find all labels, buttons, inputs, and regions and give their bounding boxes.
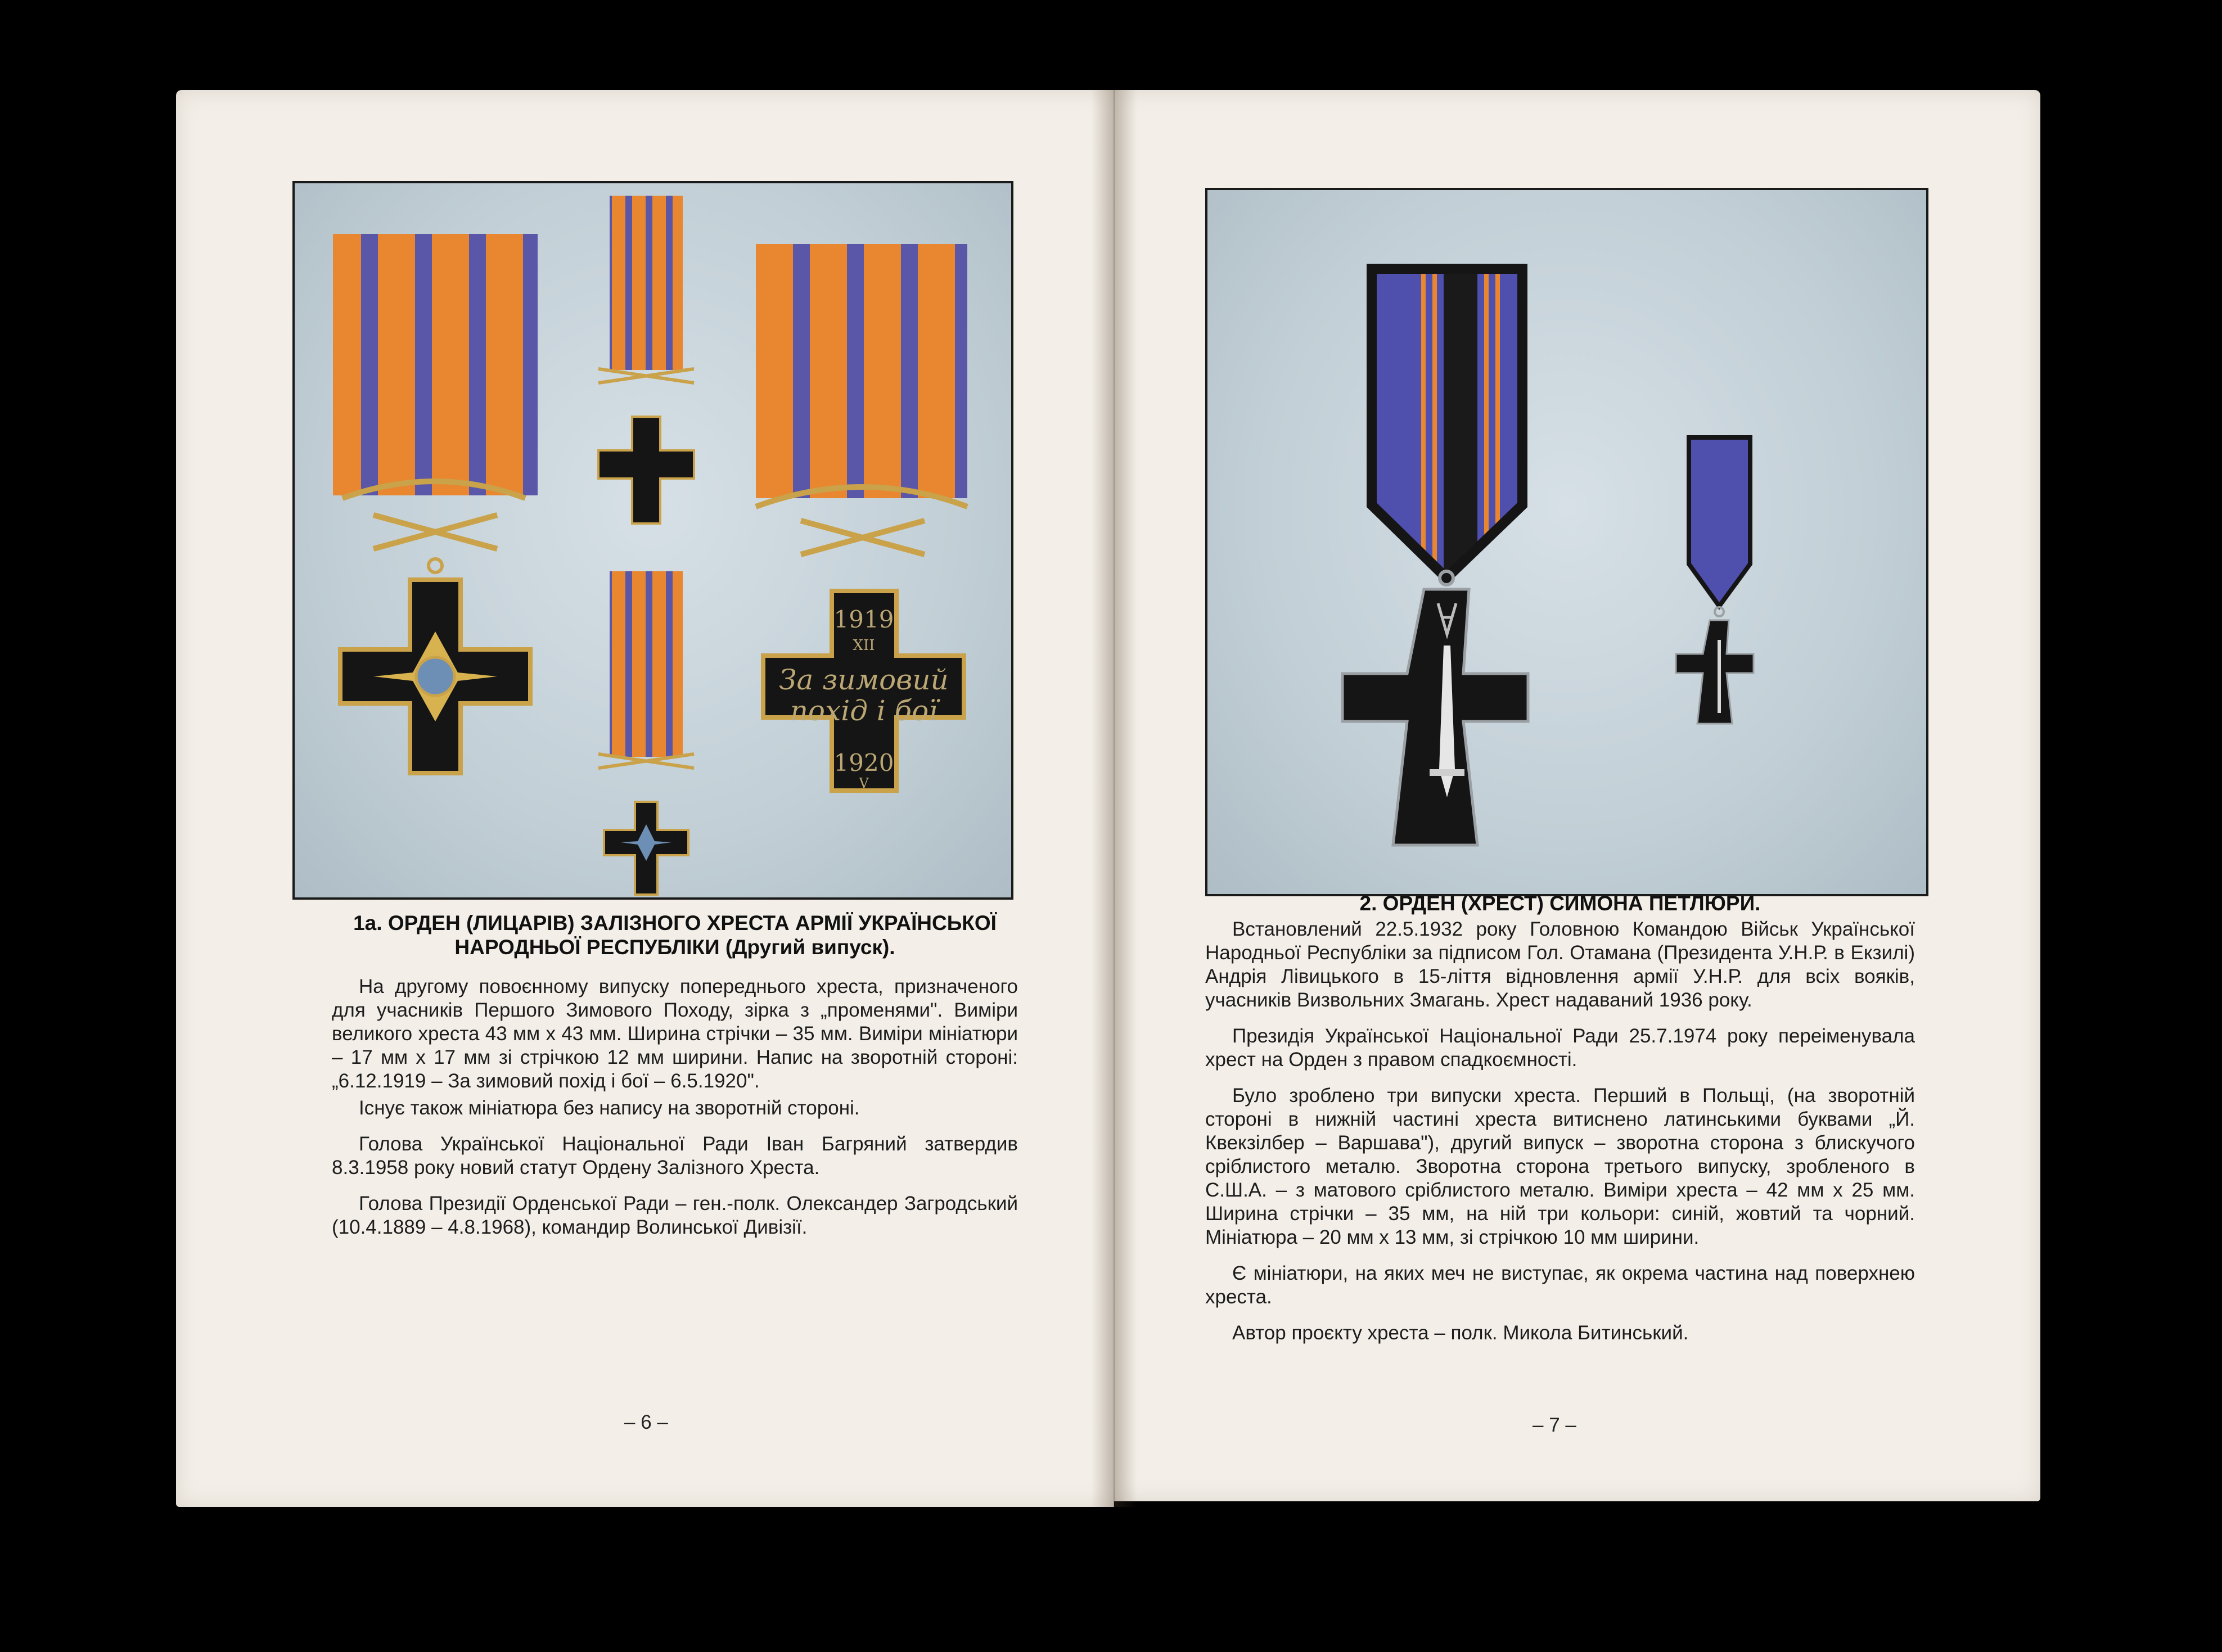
left-photo-iron-cross [292,181,1013,900]
left-paragraph-2: Існує також мініатюра без напису на зворотній стороні. [359,1097,860,1119]
ribbon-large-left [333,234,538,495]
miniature-cross-obverse-bottom [598,571,694,895]
left-caption: 1а. ОРДЕН (ЛИЦАРІВ) ЗАЛІЗНОГО ХРЕСТА АРМІЇ УКРАЇНСЬКОЇ НАРОДНЬОЇ РЕСПУБЛІКИ (Другий випуск). [353,911,997,959]
right-text-column [1205,891,1915,1357]
right-paragraph-2: Президія Української Національної Ради 25.7.1974 року переіменувала хрест на Орден з правом спадкоємності. [1205,1025,1915,1071]
ribbon-petliura [1372,269,1522,578]
left-text-column [332,911,1018,1252]
right-paragraph-5: Автор проєкту хреста – полк. Микола Битинський. [1232,1322,1689,1344]
large-cross-obverse [333,234,538,773]
cross-shape [1342,589,1528,845]
left-page-number: – 6 – [624,1411,668,1433]
engraving-line-1: За зимовий [779,663,949,696]
right-paragraph-4: Є мініатюри, на яких меч не виступає, як окрема частина над поверхнею хреста. [1205,1262,1915,1308]
engraving-line-2: похід і бої [790,694,938,727]
book-gutter [1091,90,1137,1507]
right-paragraph-3: Було зроблено три випуски хреста. Перший в Польщі, (на зворотній стороні в нижній частині хреста витиснено латинськими буквами „Й. Квекзілбер – Варшава"), другий випуск – зворотна сторона з блискучого сріблистого металю. Зворотна сторона третього випуску, зробленого в С.Ш.А. – з матового сріблистого металю. Виміри хреста – 42 мм х 25 мм. Ширина стрічки – 35 мм, на ній три кольори: синій, жовтий та чорний. Мініатюра – 20 мм х 13 мм, зі стрічкою 10 мм ширини. [1205,1085,1915,1248]
right-caption: 2. ОРДЕН (ХРЕСТ) СИМОНА ПЕТЛЮРИ. [1359,892,1761,915]
engraving-year-1920: 1920 [833,749,894,777]
large-petliura-cross [1342,269,1528,845]
miniature-cross-reverse-top [598,196,694,523]
left-paragraph-4: Голова Президії Орденської Ради – ген.-полк. Олександер Загродський (10.4.1889 – 4.8.1968), командир Волинської Дивізії. [332,1193,1018,1238]
iron-cross-photo [295,183,1011,897]
left-paragraph-3: Голова Української Національної Ради Іван Багряний затвердив 8.3.1958 року новий статут Ордену Залізного Хреста. [332,1133,1018,1179]
petliura-cross-photo [1207,190,1926,894]
right-page-number: – 7 – [1533,1414,1576,1436]
engraving-month-xii: XII [853,637,875,654]
miniature-petliura-cross [1676,437,1754,724]
left-paragraph-1: На другому повоєнному випуску попереднього хреста, призначеного для учасників Першого Зимового Походу, зірка з „променями". Виміри великого хреста 43 мм х 43 мм. Ширина стрічки – 35 мм. Виміри мініатюри – 17 мм х 17 мм зі стрічкою 12 мм ширини. Напис на зворотній стороні: „6.12.1919 – За зимовий похід і бої – 6.5.1920". [332,976,1018,1092]
engraving-year-1919: 1919 [833,606,894,633]
ribbon-large-right [756,244,967,498]
right-photo-petliura-cross [1205,188,1928,896]
trident-icon [416,657,454,696]
large-cross-reverse [756,244,967,791]
right-paragraph-1: Встановлений 22.5.1932 року Головною Командою Військ Української Народньої Республіки за підписом Гол. Отамана (Президента У.Н.Р. в Екзилі) Андрія Лівицького в 15-ліття відновлення армії У.Н.Р. для всіх вояків, учасників Визвольних Змагань. Хрест надаваний 1936 року. [1205,918,1915,1011]
engraving-month-v: V [859,775,869,791]
